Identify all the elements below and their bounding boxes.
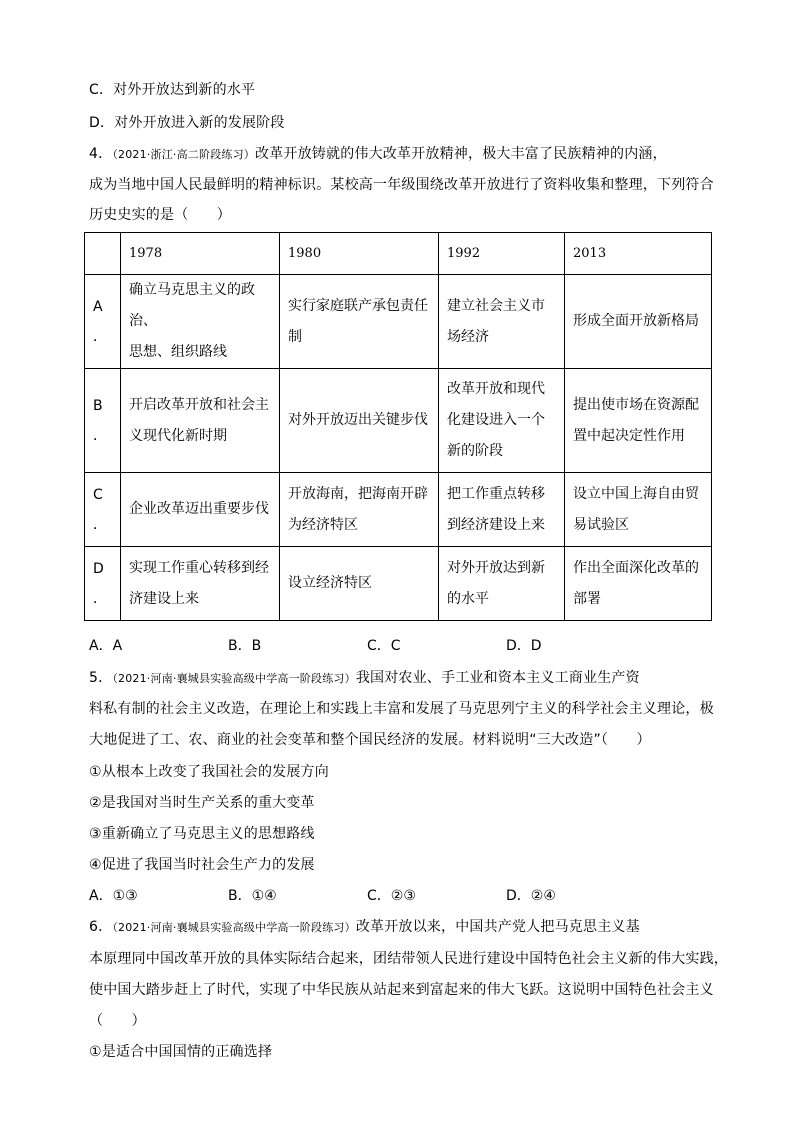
option-label: D ． bbox=[85, 547, 121, 621]
q3-option-d: D．对外开放进入新的发展阶段 bbox=[89, 115, 285, 131]
choice-c[interactable]: C．②③ bbox=[367, 888, 416, 904]
q5-number: 5． bbox=[89, 670, 113, 686]
year-header: 1980 bbox=[280, 233, 439, 275]
q4-table bbox=[84, 232, 712, 621]
q3-option-c: C．对外开放达到新的水平 bbox=[89, 82, 256, 98]
q4-table-corner bbox=[85, 233, 121, 275]
q5-item-3: ③重新确立了马克思主义的思想路线 bbox=[89, 826, 315, 842]
table-cell: 实行家庭联产承包责任 制 bbox=[280, 275, 439, 369]
choice-d[interactable]: D．D bbox=[506, 638, 542, 654]
table-cell: 形成全面开放新格局 bbox=[565, 275, 712, 369]
table-cell: 提出使市场在资源配 置中起决定性作用 bbox=[565, 369, 712, 473]
table-row bbox=[85, 369, 712, 473]
choice-a[interactable]: A．A bbox=[89, 638, 123, 654]
table-cell: 企业改革迈出重要步伐 bbox=[121, 473, 280, 547]
table-cell: 开启改革开放和社会主 义现代化新时期 bbox=[121, 369, 280, 473]
choice-a[interactable]: A．①③ bbox=[89, 888, 138, 904]
q6-source: （2021·河南·襄城县实验高级中学高一阶段练习） bbox=[112, 921, 356, 934]
q6-stem-line-4: （ ） bbox=[89, 1013, 146, 1029]
q4-stem-line-3: 历史史实的是（ ） bbox=[89, 207, 231, 223]
option-label: A ． bbox=[85, 275, 121, 369]
choice-d[interactable]: D．②④ bbox=[506, 888, 556, 904]
q4-source: （2021·浙江·高二阶段练习） bbox=[112, 148, 255, 161]
q5-item-2: ②是我国对当时生产关系的重大变革 bbox=[89, 795, 315, 811]
option-label: C ． bbox=[85, 473, 121, 547]
q6-number: 6． bbox=[89, 919, 113, 935]
q6-stem-line-1 bbox=[89, 917, 640, 938]
year-header: 2013 bbox=[565, 233, 712, 275]
table-cell: 改革开放和现代 化建设进入一个 新的阶段 bbox=[439, 369, 565, 473]
q6-stem-text: 改革开放以来，中国共产党人把马克思主义基 bbox=[355, 919, 640, 935]
table-cell: 作出全面深化改革的 部署 bbox=[565, 547, 712, 621]
q5-item-1: ①从根本上改变了我国社会的发展方向 bbox=[89, 764, 329, 780]
q5-stem-line-3: 大地促进了工、农、商业的社会变革和整个国民经济的发展。材料说明“三大改造”（ ） bbox=[89, 732, 651, 748]
q5-stem-line-1 bbox=[89, 668, 640, 689]
table-row bbox=[85, 547, 712, 621]
table-cell: 对外开放迈出关键步伐 bbox=[280, 369, 439, 473]
table-row bbox=[85, 275, 712, 369]
q4-table-header-row bbox=[85, 233, 712, 275]
year-header: 1992 bbox=[439, 233, 565, 275]
q4-stem-text: 改革开放铸就的伟大改革开放精神，极大丰富了民族精神的内涵， bbox=[255, 146, 667, 162]
q4-stem-line-1 bbox=[89, 144, 667, 165]
q5-item-4: ④促进了我国当时社会生产力的发展 bbox=[89, 857, 315, 873]
choice-b[interactable]: B．B bbox=[228, 638, 262, 654]
choice-c[interactable]: C．C bbox=[367, 638, 401, 654]
table-row bbox=[85, 473, 712, 547]
q5-source: （2021·河南·襄城县实验高级中学高一阶段练习） bbox=[112, 672, 356, 685]
table-cell: 实现工作重心转移到经 济建设上来 bbox=[121, 547, 280, 621]
choice-b[interactable]: B．①④ bbox=[228, 888, 277, 904]
table-cell: 把工作重点转移 到经济建设上来 bbox=[439, 473, 565, 547]
table-cell: 对外开放达到新 的水平 bbox=[439, 547, 565, 621]
year-header: 1978 bbox=[121, 233, 280, 275]
q4-stem-line-2: 成为当地中国人民最鲜明的精神标识。某校高一年级围绕改革开放进行了资料收集和整理，下列符合 bbox=[89, 177, 714, 193]
table-cell: 确立马克思主义的政治、 思想、组织路线 bbox=[121, 275, 280, 369]
q4-number: 4． bbox=[89, 146, 113, 162]
option-label: B ． bbox=[85, 369, 121, 473]
q5-stem-text: 我国对农业、手工业和资本主义工商业生产资 bbox=[355, 670, 640, 686]
q6-item-1: ①是适合中国国情的正确选择 bbox=[89, 1044, 273, 1060]
table-cell: 设立经济特区 bbox=[280, 547, 439, 621]
q5-stem-line-2: 料私有制的社会主义改造，在理论上和实践上丰富和发展了马克思列宁主义的科学社会主义理论，极 bbox=[89, 701, 714, 717]
q6-stem-line-2: 本原理同中国改革开放的具体实际结合起来，团结带领人民进行建设中国特色社会主义新的伟大实践， bbox=[89, 951, 728, 967]
table-cell: 设立中国上海自由贸 易试验区 bbox=[565, 473, 712, 547]
table-cell: 开放海南，把海南开辟 为经济特区 bbox=[280, 473, 439, 547]
table-cell: 建立社会主义市 场经济 bbox=[439, 275, 565, 369]
q6-stem-line-3: 使中国大踏步赶上了时代，实现了中华民族从站起来到富起来的伟大飞跃。这说明中国特色社会主义 bbox=[89, 982, 714, 998]
